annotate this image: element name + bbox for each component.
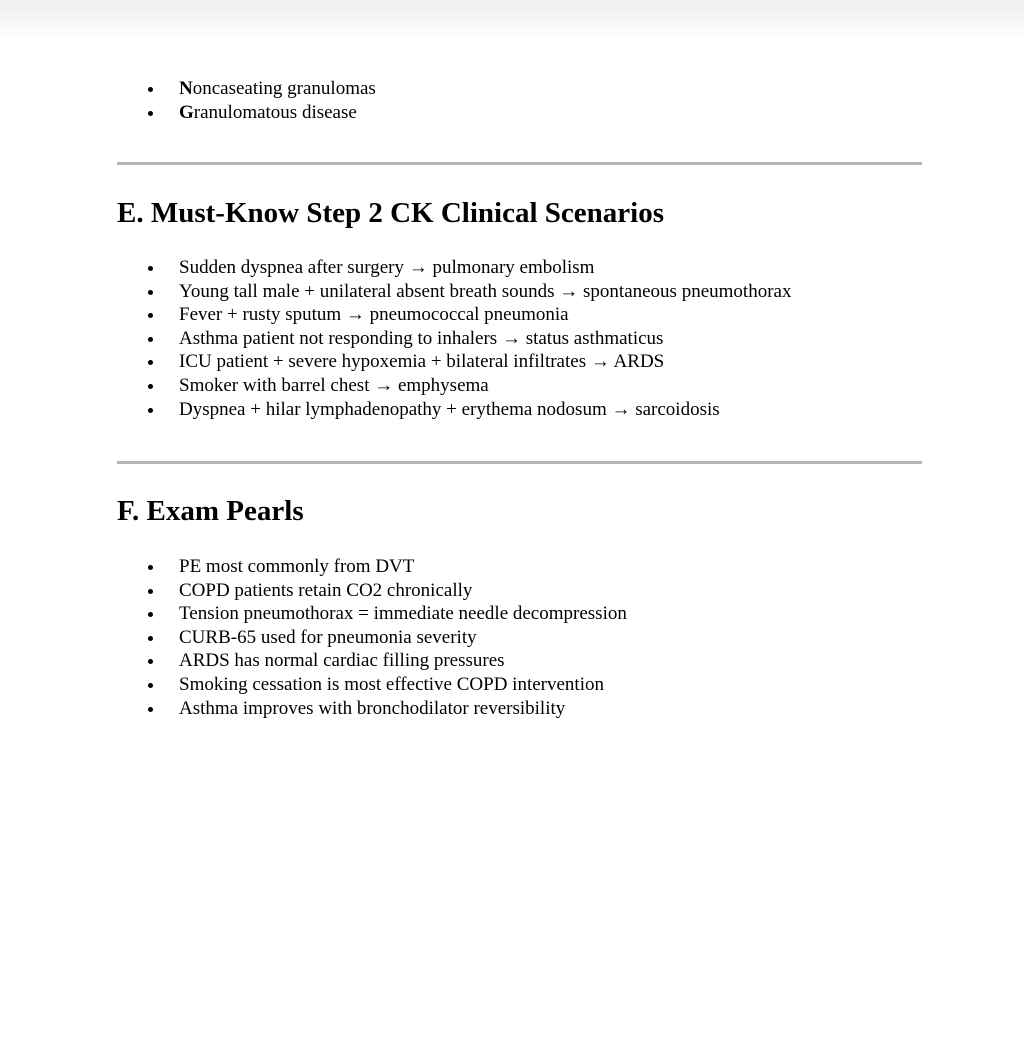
bullet-icon <box>148 337 153 342</box>
bullet-icon <box>148 111 153 116</box>
list-item <box>145 626 627 650</box>
list-item-text: Smoking cessation is most effective COPD intervention <box>179 673 604 695</box>
section-f-heading: F. Exam Pearls <box>117 495 304 527</box>
list-item-text: Dyspnea + hilar lymphadenopathy + erythema nodosum → sarcoidosis <box>179 398 720 420</box>
bullet-icon <box>148 290 153 295</box>
list-item <box>145 327 791 351</box>
mnemonic-letter: G <box>179 101 194 123</box>
list-item-text: oncaseating granulomas <box>192 78 376 99</box>
list-item <box>145 602 627 626</box>
list-item-text: Smoker with barrel chest → emphysema <box>179 374 489 396</box>
list-item <box>145 303 791 327</box>
previous-section-list <box>145 77 376 124</box>
bullet-icon <box>148 360 153 365</box>
list-item <box>145 673 627 697</box>
mnemonic-letter: N <box>179 78 193 99</box>
list-item-text: Tension pneumothorax = immediate needle decompression <box>179 603 627 625</box>
list-item <box>145 374 791 398</box>
list-item-text: Asthma patient not responding to inhalers → status asthmaticus <box>179 327 664 349</box>
list-item-text: CURB-65 used for pneumonia severity <box>179 626 477 648</box>
bullet-icon <box>148 266 153 271</box>
bullet-icon <box>148 408 153 413</box>
list-item <box>145 697 627 721</box>
bullet-icon <box>148 87 153 92</box>
bullet-icon <box>148 565 153 570</box>
section-e-list <box>145 256 791 421</box>
section-e-heading: E. Must-Know Step 2 CK Clinical Scenarios <box>117 197 664 229</box>
bullet-icon <box>148 612 153 617</box>
list-item-text: PE most commonly from DVT <box>179 556 415 577</box>
list-item <box>145 350 791 374</box>
bullet-icon <box>148 659 153 664</box>
list-item-text: COPD patients retain CO2 chronically <box>179 579 473 601</box>
bullet-icon <box>148 683 153 688</box>
list-item-text: ICU patient + severe hypoxemia + bilateral infiltrates → ARDS <box>179 351 665 373</box>
section-f-list <box>145 555 627 720</box>
list-item <box>145 579 627 603</box>
list-item <box>145 77 376 101</box>
list-item-text: Asthma improves with bronchodilator reversibility <box>179 697 566 719</box>
bullet-icon <box>148 313 153 318</box>
list-item-text: Young tall male + unilateral absent breath sounds → spontaneous pneumothorax <box>179 280 792 302</box>
list-item-text: ranulomatous disease <box>193 101 357 123</box>
list-item-text: Sudden dyspnea after surgery → pulmonary embolism <box>179 257 595 278</box>
bullet-icon <box>148 707 153 712</box>
list-item-text: Fever + rusty sputum → pneumococcal pneumonia <box>179 304 569 326</box>
bullet-icon <box>148 384 153 389</box>
section-divider <box>117 162 922 165</box>
list-item <box>145 256 791 280</box>
list-item <box>145 398 791 422</box>
list-item <box>145 280 791 304</box>
list-item <box>145 649 627 673</box>
list-item <box>145 555 627 579</box>
bullet-icon <box>148 636 153 641</box>
section-divider <box>117 461 922 464</box>
bullet-icon <box>148 589 153 594</box>
list-item <box>145 101 376 125</box>
list-item-text: ARDS has normal cardiac filling pressures <box>179 650 505 672</box>
